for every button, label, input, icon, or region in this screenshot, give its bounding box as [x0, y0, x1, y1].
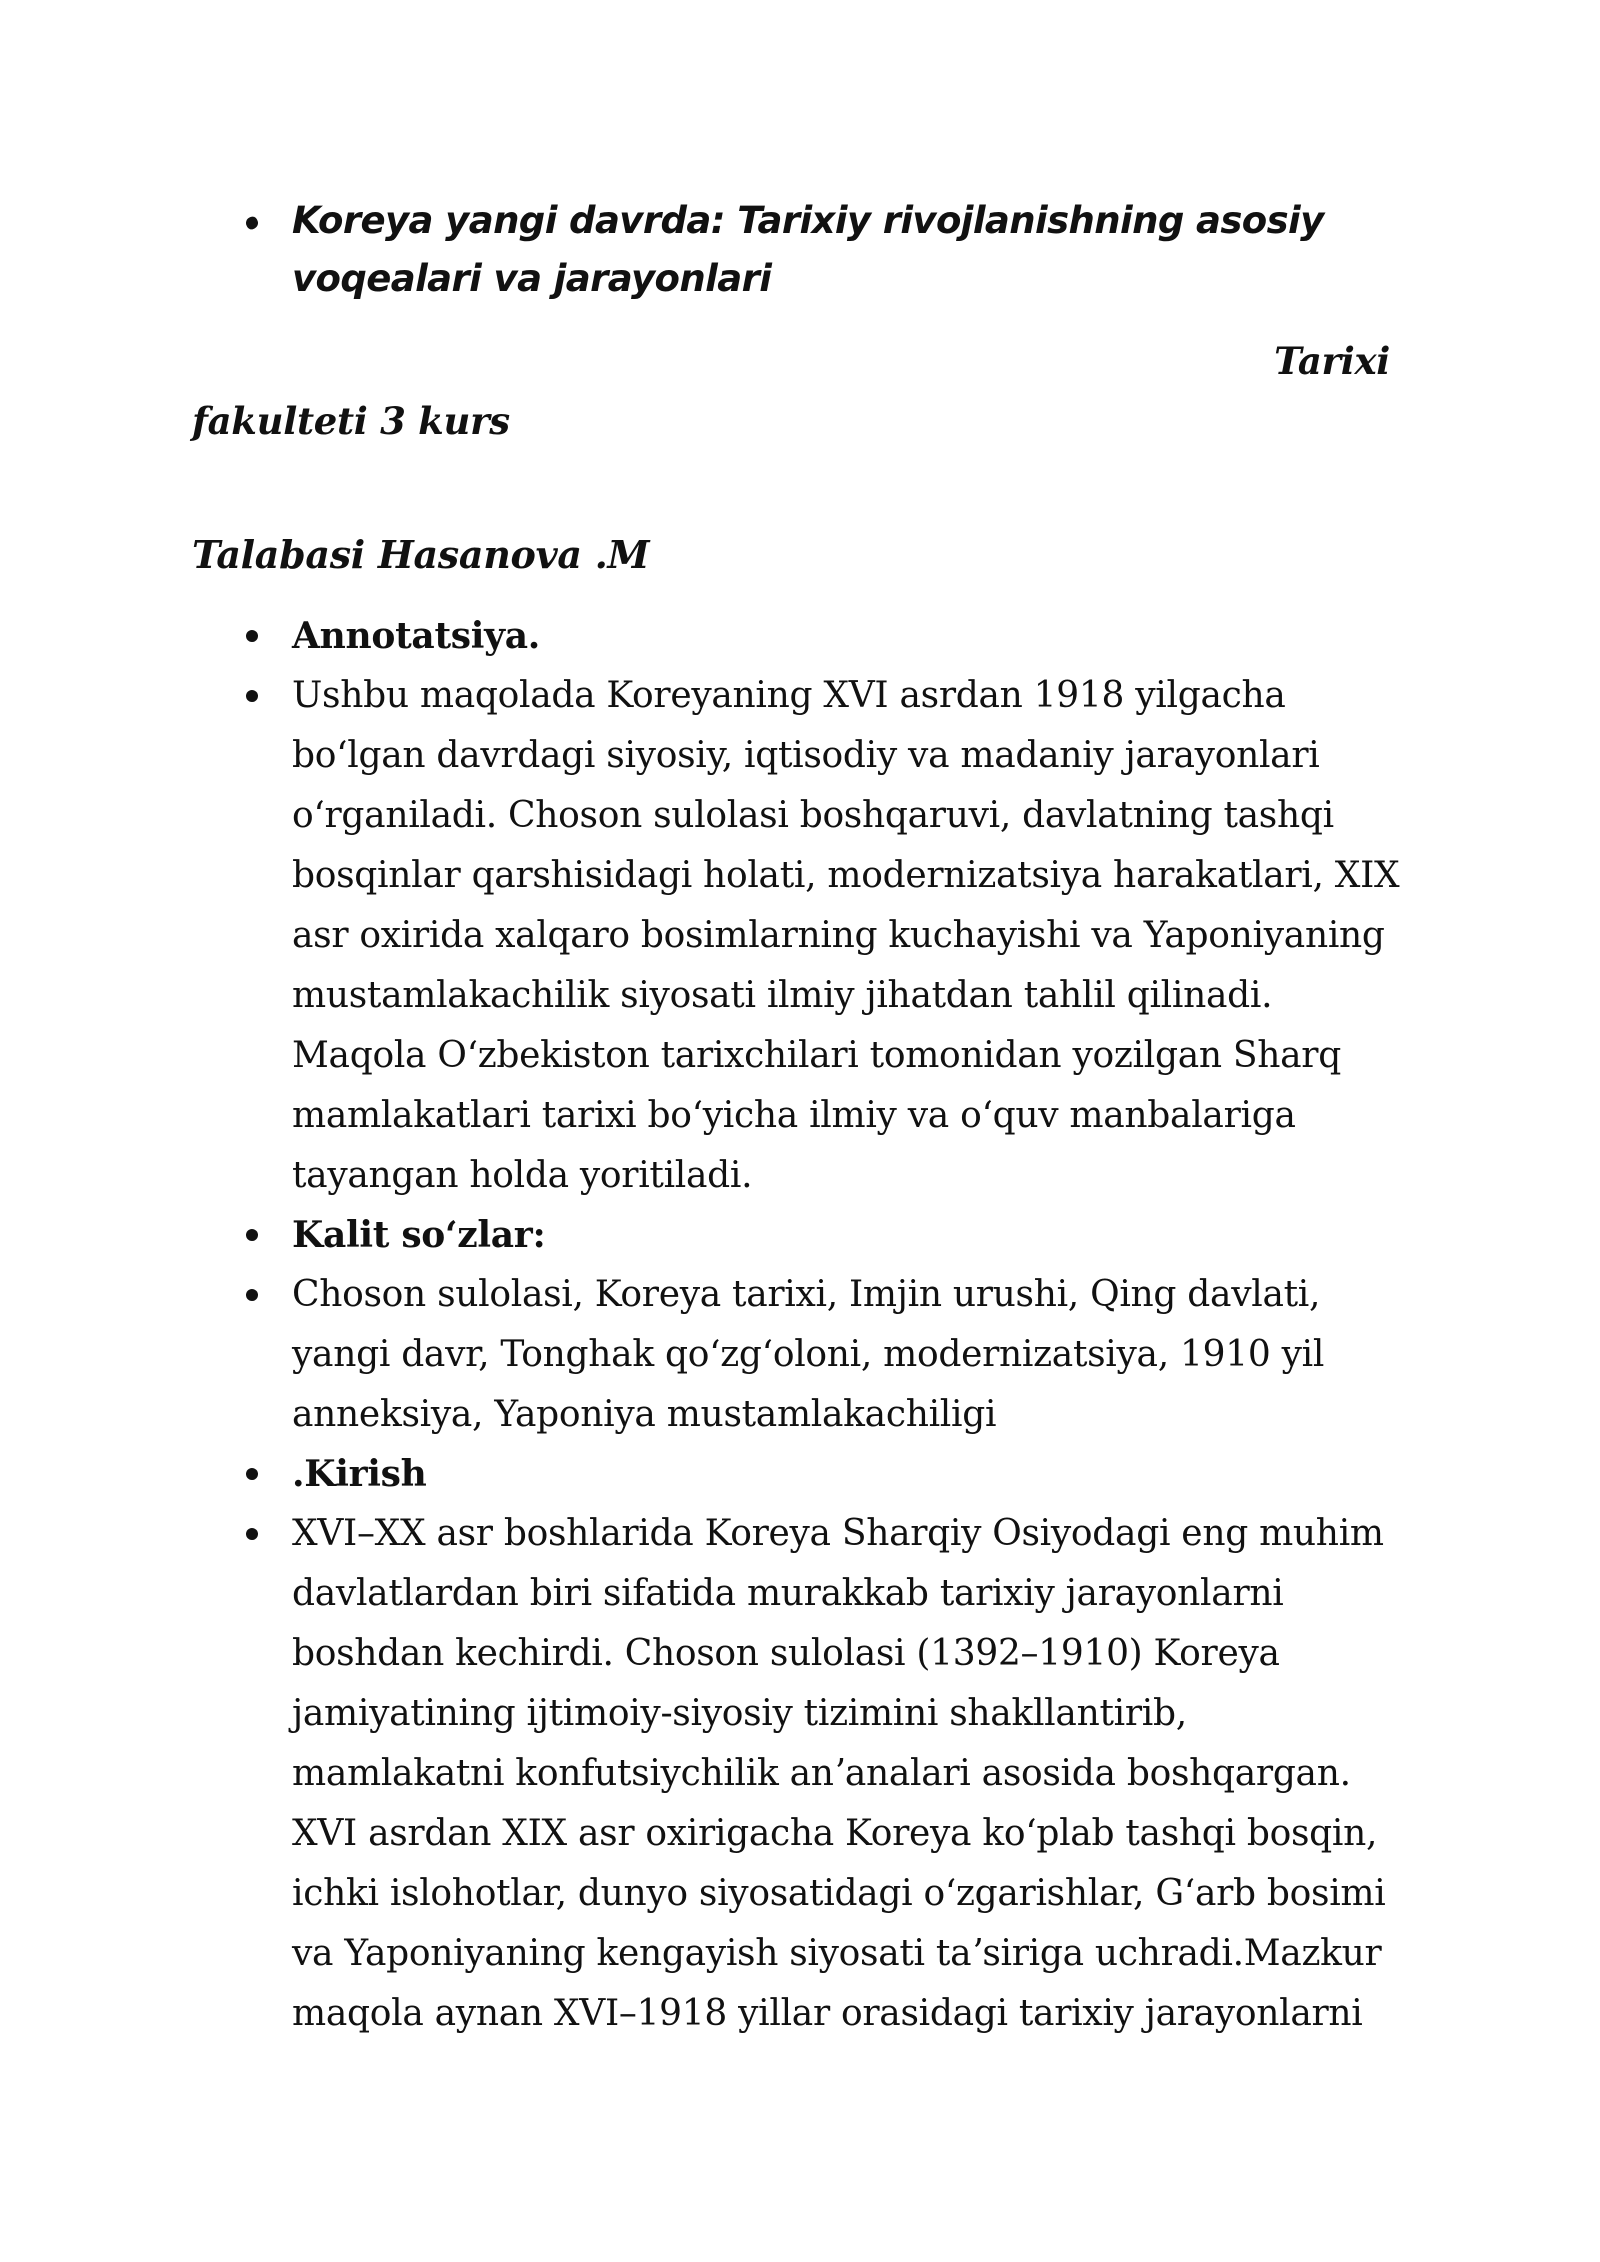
keywords-item: [240, 1265, 1410, 1445]
bullet-icon: [246, 630, 258, 642]
bullet-icon: [246, 1289, 258, 1301]
title-list-item: [240, 192, 1410, 312]
bullet-icon: [246, 690, 258, 702]
bullet-icon: [246, 1229, 258, 1241]
document-title: Koreya yangi davrda: Tarixiy rivojlanishning asosiy voqealari va jarayonlari: [292, 199, 1324, 300]
author-course: fakulteti 3 kurs: [192, 399, 510, 443]
keywords-heading: Kalit soʻzlar:: [292, 1214, 546, 1256]
intro-item: [240, 1504, 1410, 2044]
bullet-icon: [244, 215, 260, 231]
intro-heading-item: [240, 1444, 1410, 1504]
annotation-heading: Annotatsiya.: [292, 615, 540, 657]
bullet-icon: [246, 1468, 258, 1480]
keywords-heading-item: [240, 1205, 1410, 1265]
author-faculty: Tarixi: [1274, 339, 1390, 383]
annotation-item: [240, 666, 1410, 1206]
intro-text: XVI–XX asr boshlarida Koreya Sharqiy Osiyodagi eng muhim davlatlardan biri sifatida murakkab tarixiy jarayonlarni boshdan kechirdi. Choson sulolasi (1392–1910) Koreya jamiyatining ijtimoiy-siyosiy tizimini shakllantirib, mamlakatni konfutsiychilik anʼanalari asosida boshqargan. XVI asrdan XIX asr oxirigacha Koreya koʻplab tashqi bosqin, ichki islohotlar, dunyo siyosatidagi oʻzgarishlar, Gʻarb bosimi va Yaponiyaning kengayish siyosati taʼsiriga uchradi.Mazkur maqola aynan XVI–1918 yillar orasidagi tarixiy jarayonlarni: [292, 1513, 1386, 2034]
bullet-icon: [246, 1528, 258, 1540]
author-name: Talabasi Hasanova .M: [192, 532, 650, 577]
intro-heading: .Kirish: [292, 1453, 427, 1495]
annotation-text: Ushbu maqolada Koreyaning XVI asrdan 1918 yilgacha boʻlgan davrdagi siyosiy, iqtisodiy va madaniy jarayonlari oʻrganiladi. Choson sulolasi boshqaruvi, davlatning tashqi bosqinlar qarshisidagi holati, modernizatsiya harakatlari, XIX asr oxirida xalqaro bosimlarning kuchayishi va Yaponiyaning mustamlakachilik siyosati ilmiy jihatdan tahlil qilinadi. Maqola Oʻzbekiston tarixchilari tomonidan yozilgan Sharq mamlakatlari tarixi boʻyicha ilmiy va oʻquv manbalariga tayangan holda yoritiladi.: [292, 675, 1400, 1196]
annotation-heading-item: [240, 606, 1410, 666]
keywords-text: Choson sulolasi, Koreya tarixi, Imjin urushi, Qing davlati, yangi davr, Tonghak qoʻzgʻoloni, modernizatsiya, 1910 yil anneksiya, Yaponiya mustamlakachiligi: [292, 1274, 1325, 1435]
